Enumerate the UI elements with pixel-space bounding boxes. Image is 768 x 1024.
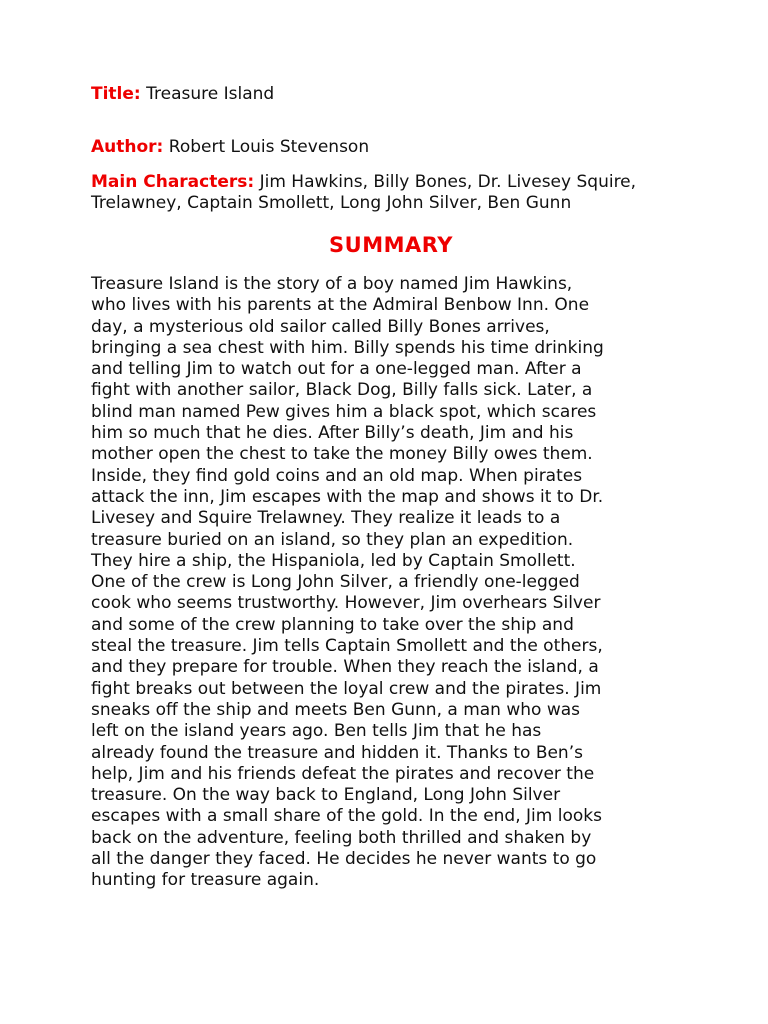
summary-line: back on the adventure, feeling both thrilled and shaken by [91,827,592,848]
summary-line: help, Jim and his friends defeat the pirates and recover the [91,763,595,784]
summary-line: who lives with his parents at the Admiral Benbow Inn. One [91,295,590,316]
summary-line: mother open the chest to take the money Billy owes them. [91,444,593,465]
main-characters-label: Main Characters: [91,172,255,192]
summary-line: treasure buried on an island, so they plan an expedition. [91,529,574,550]
summary-line: and they prepare for trouble. When they reach the island, a [91,657,599,678]
document-page [91,84,691,892]
summary-heading: SUMMARY [329,233,453,257]
summary-line: left on the island years ago. Ben tells Jim that he has [91,721,542,742]
summary-line: already found the treasure and hidden it. Thanks to Ben’s [91,742,583,763]
summary-line: They hire a ship, the Hispaniola, led by Captain Smollett. [91,550,576,571]
summary-line: bringing a sea chest with him. Billy spends his time drinking [91,337,604,358]
summary-line: fight with another sailor, Black Dog, Billy falls sick. Later, a [91,380,593,401]
summary-line: fight breaks out between the loyal crew and the pirates. Jim [91,678,602,699]
summary-line: sneaks off the ship and meets Ben Gunn, a man who was [91,699,581,720]
main-characters-field [91,172,691,214]
title-value: Treasure Island [146,84,275,104]
summary-line: cook who seems trustworthy. However, Jim overhears Silver [91,593,601,614]
summary-line: Treasure Island is the story of a boy named Jim Hawkins, [91,274,573,294]
summary-line: Livesey and Squire Trelawney. They realize it leads to a [91,508,561,529]
author-label: Author: [91,137,164,157]
summary-line: treasure. On the way back to England, Long John Silver [91,785,561,806]
summary-line: One of the crew is Long John Silver, a friendly one-legged [91,572,580,593]
summary-line: and some of the crew planning to take over the ship and [91,614,574,635]
title-field [91,84,691,105]
author-value: Robert Louis Stevenson [168,137,370,157]
summary-line: him so much that he dies. After Billy’s death, Jim and his [91,423,574,444]
summary-line: all the danger they faced. He decides he never wants to go [91,849,597,870]
author-field [91,137,691,158]
title-label: Title: [91,84,141,104]
summary-line: escapes with a small share of the gold. In the end, Jim looks [91,806,602,827]
summary-line: attack the inn, Jim escapes with the map and shows it to Dr. [91,486,604,507]
summary-line: day, a mysterious old sailor called Billy Bones arrives, [91,316,550,337]
summary-line: and telling Jim to watch out for a one-legged man. After a [91,359,582,380]
summary-body [91,274,691,892]
summary-line: blind man named Pew gives him a black spot, which scares [91,401,597,422]
summary-line: hunting for treasure again. [91,870,320,891]
main-characters-value: Jim Hawkins, Billy Bones, Dr. Livesey Squire, Trelawney, Captain Smollett, Long John Silver, Ben Gunn [91,172,637,213]
summary-line: steal the treasure. Jim tells Captain Smollett and the others, [91,636,603,657]
summary-line: Inside, they find gold coins and an old map. When pirates [91,465,583,486]
